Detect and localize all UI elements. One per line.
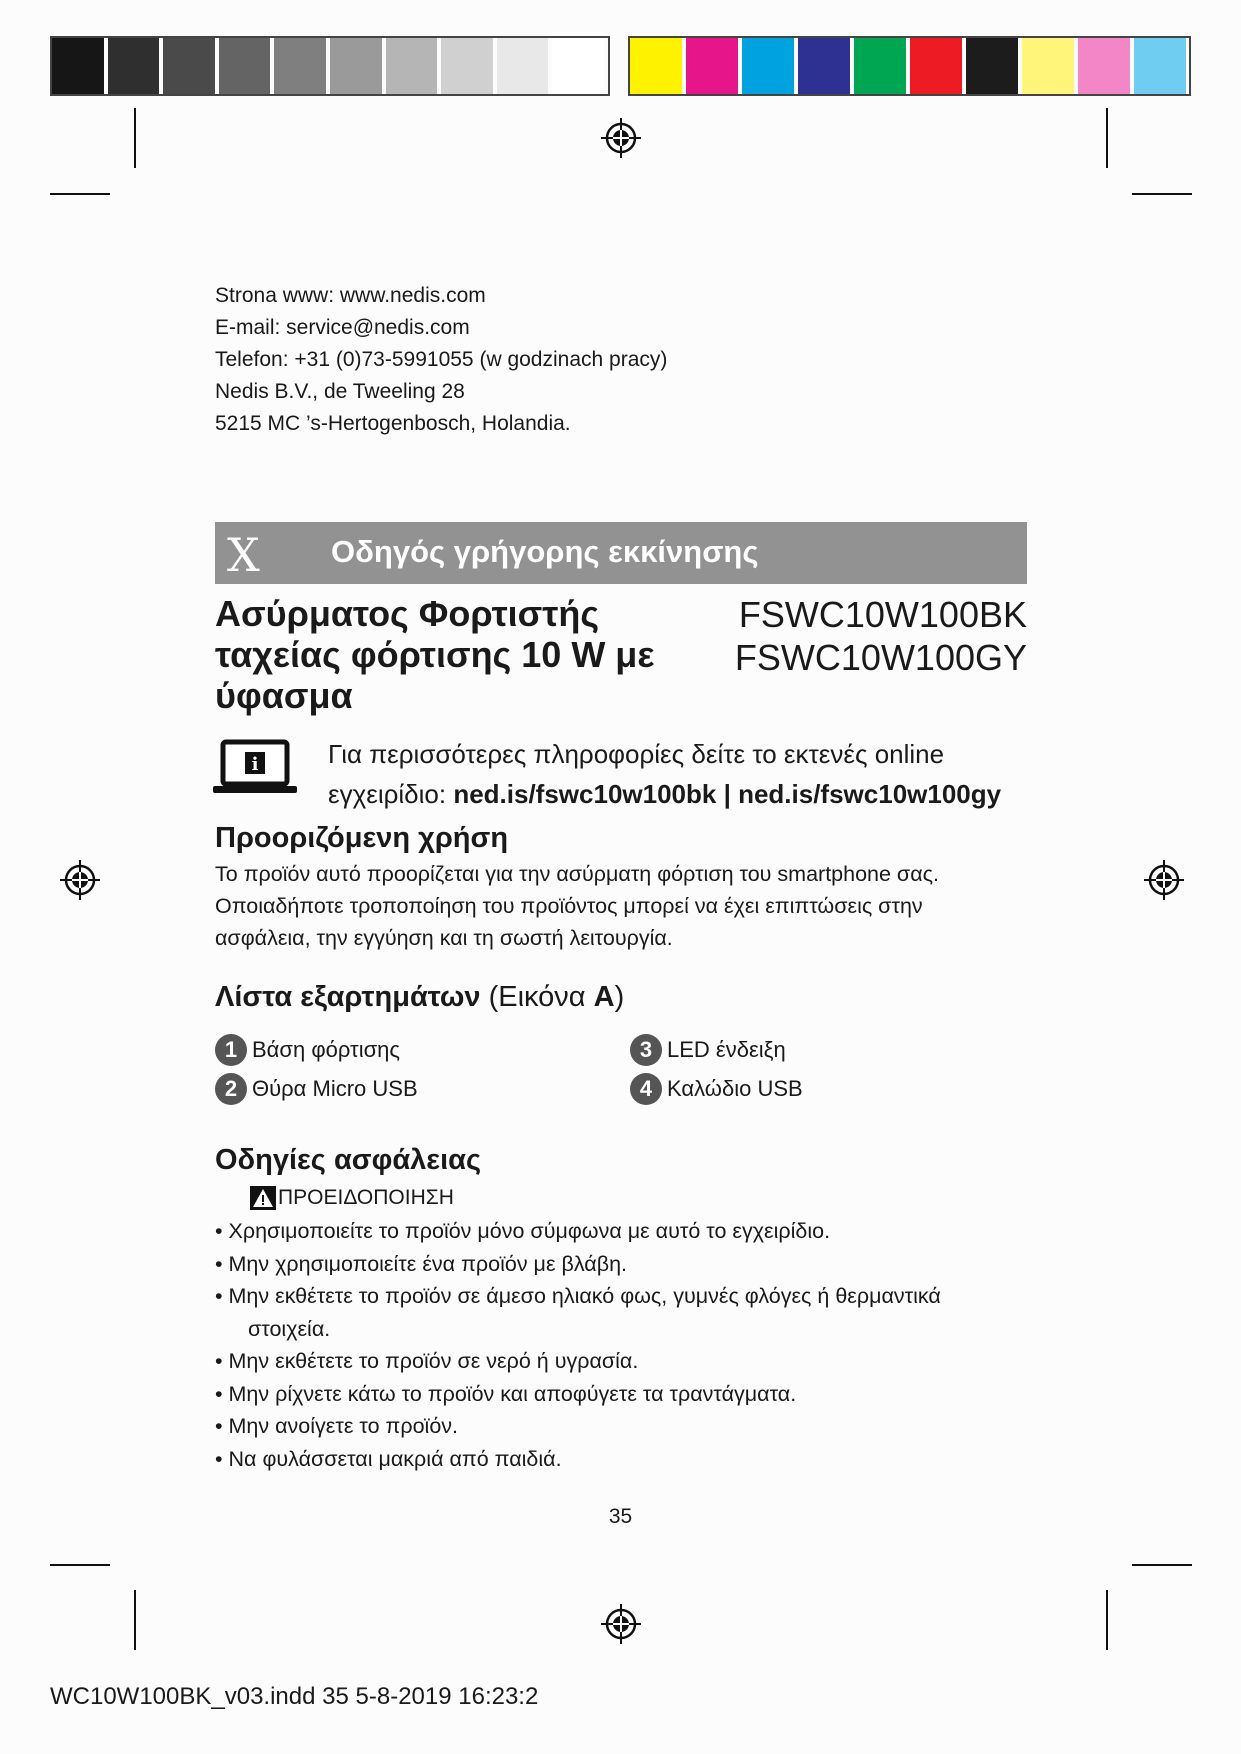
section-banner (215, 522, 1027, 584)
color-swatch (854, 38, 906, 94)
parts-heading-ref: ) (614, 981, 625, 1013)
list-item (215, 1410, 1015, 1443)
list-item-text: Χρησιμοποιείτε το προϊόν μόνο σύμφωνα με αυτό το εγχειρίδιο. (228, 1219, 831, 1243)
parts-list-item (215, 1034, 400, 1066)
color-swatch (630, 38, 682, 94)
color-swatch (441, 38, 493, 94)
color-swatch (1134, 38, 1186, 94)
list-item (215, 1443, 1015, 1476)
part-label: Βάση φόρτισης (252, 1037, 401, 1062)
crop-mark (50, 193, 110, 195)
product-title-line: ταχείας φόρτισης 10 W με (215, 634, 655, 675)
bullet: • (215, 1349, 223, 1373)
model-number: FSWC10W100BK (738, 594, 1027, 635)
product-title-line: ύφασμα (215, 675, 353, 716)
crop-mark (50, 1564, 110, 1566)
part-label: LED ένδειξη (667, 1037, 786, 1062)
list-item (215, 1345, 1015, 1378)
number-badge-icon: 3 (630, 1034, 662, 1066)
number-badge-icon: 2 (215, 1073, 247, 1105)
list-item (215, 1280, 1015, 1345)
color-swatch (219, 38, 271, 94)
color-swatch (497, 38, 549, 94)
parts-list-item (630, 1034, 786, 1066)
parts-list-item (630, 1073, 803, 1105)
list-item-text: Μην εκθέτετε το προϊόν σε άμεσο ηλιακό φως, γυμνές φλόγες ή θερμαντικά (228, 1284, 941, 1308)
bullet: • (215, 1219, 223, 1243)
parts-heading-bold: Λίστα εξαρτημάτων (215, 981, 481, 1013)
manual-info (328, 734, 1001, 814)
paragraph-line: ασφάλεια, την εγγύηση και τη σωστή λειτουργία. (215, 926, 673, 950)
registration-mark-icon (601, 118, 641, 158)
safety-heading: Οδηγίες ασφάλειας (215, 1144, 482, 1176)
safety-list (215, 1215, 1015, 1475)
contact-info (215, 280, 667, 440)
warning-icon (250, 1186, 276, 1210)
laptop-info-icon (213, 738, 297, 796)
color-swatch (966, 38, 1018, 94)
color-swatch (798, 38, 850, 94)
bullet: • (215, 1251, 223, 1276)
list-item-text: Μην ανοίγετε το προϊόν. (228, 1414, 459, 1438)
bullet: • (215, 1446, 223, 1471)
info-line: εγχειρίδιο: (328, 779, 454, 809)
warning-text: ΠΡΟΕΙΔΟΠΟΙΗΣΗ (278, 1186, 454, 1209)
model-number: FSWC10W100GY (734, 637, 1027, 678)
registration-mark-icon (601, 1604, 641, 1644)
color-swatch (52, 38, 104, 94)
color-swatch (552, 38, 604, 94)
color-swatch (108, 38, 160, 94)
intended-use-text (215, 858, 1015, 954)
registration-mark-icon (60, 860, 100, 900)
part-label: Θύρα Micro USB (252, 1076, 418, 1101)
list-item (215, 1215, 1015, 1248)
product-title (215, 593, 735, 716)
paragraph-line: Το προϊόν αυτό προορίζεται για την ασύρματη φόρτιση του smartphone σας. (215, 862, 939, 886)
info-line: Για περισσότερες πληροφορίες δείτε το εκτενές online (328, 739, 945, 769)
manual-links[interactable]: ned.is/fswc10w100bk | ned.is/fswc10w100gy (453, 779, 1002, 809)
bullet: • (215, 1414, 223, 1438)
contact-email: E-mail: service@nedis.com (215, 316, 470, 339)
contact-website: Strona www: www.nedis.com (215, 284, 486, 307)
color-swatch (742, 38, 794, 94)
color-swatch (386, 38, 438, 94)
crop-mark (1106, 108, 1108, 168)
info-icon-letter: i (251, 754, 259, 775)
bullet: • (215, 1381, 223, 1406)
figure-ref: A (593, 981, 615, 1013)
color-swatch (910, 38, 962, 94)
crop-mark (1132, 193, 1192, 195)
list-item-text: Να φυλάσσεται μακριά από παιδιά. (228, 1446, 562, 1471)
print-slug: WC10W100BK_v03.indd 35 5-8-2019 16:23:2 (50, 1683, 539, 1710)
page-number: 35 (608, 1505, 633, 1528)
list-item-text: στοιχεία. (248, 1316, 331, 1341)
number-badge-icon: 4 (630, 1073, 662, 1105)
crop-mark (134, 108, 136, 168)
parts-heading-ref: (Εικόνα (480, 981, 594, 1013)
banner-title: Οδηγός γρήγορης εκκίνησης (331, 534, 759, 569)
list-item (215, 1378, 1015, 1411)
bullet: • (215, 1284, 223, 1308)
color-swatch (1022, 38, 1074, 94)
list-item-text: Μην ρίχνετε κάτω το προϊόν και αποφύγετε τα τραντάγματα. (228, 1381, 797, 1406)
contact-address-2: 5215 MC ’s-Hertogenbosch, Holandia. (215, 412, 571, 435)
number-badge-icon: 1 (215, 1034, 247, 1066)
product-title-line: Ασύρματος Φορτιστής (215, 593, 600, 634)
list-item-text: Μην χρησιμοποιείτε ένα προϊόν με βλάβη. (228, 1251, 628, 1276)
color-swatch (330, 38, 382, 94)
list-item (215, 1248, 1015, 1281)
crop-mark (134, 1590, 136, 1650)
language-code: X (227, 528, 260, 582)
warning-label (250, 1186, 454, 1210)
registration-mark-icon (1144, 860, 1184, 900)
crop-mark (1106, 1590, 1108, 1650)
color-swatch (1078, 38, 1130, 94)
parts-heading (215, 981, 624, 1014)
color-swatch (163, 38, 215, 94)
list-item-text: Μην εκθέτετε το προϊόν σε νερό ή υγρασία. (228, 1349, 639, 1373)
model-numbers (735, 593, 1027, 679)
parts-list-item (215, 1073, 418, 1105)
intended-use-heading: Προοριζόμενη χρήση (215, 822, 509, 854)
color-swatch (686, 38, 738, 94)
part-label: Καλώδιο USB (667, 1076, 803, 1101)
color-swatch (274, 38, 326, 94)
paragraph-line: Οποιαδήποτε τροποποίηση του προϊόντος μπορεί να έχει επιπτώσεις στην (215, 894, 923, 918)
contact-phone: Telefon: +31 (0)73-5991055 (w godzinach pracy) (215, 348, 668, 371)
crop-mark (1132, 1564, 1192, 1566)
contact-address-1: Nedis B.V., de Tweeling 28 (215, 380, 465, 403)
